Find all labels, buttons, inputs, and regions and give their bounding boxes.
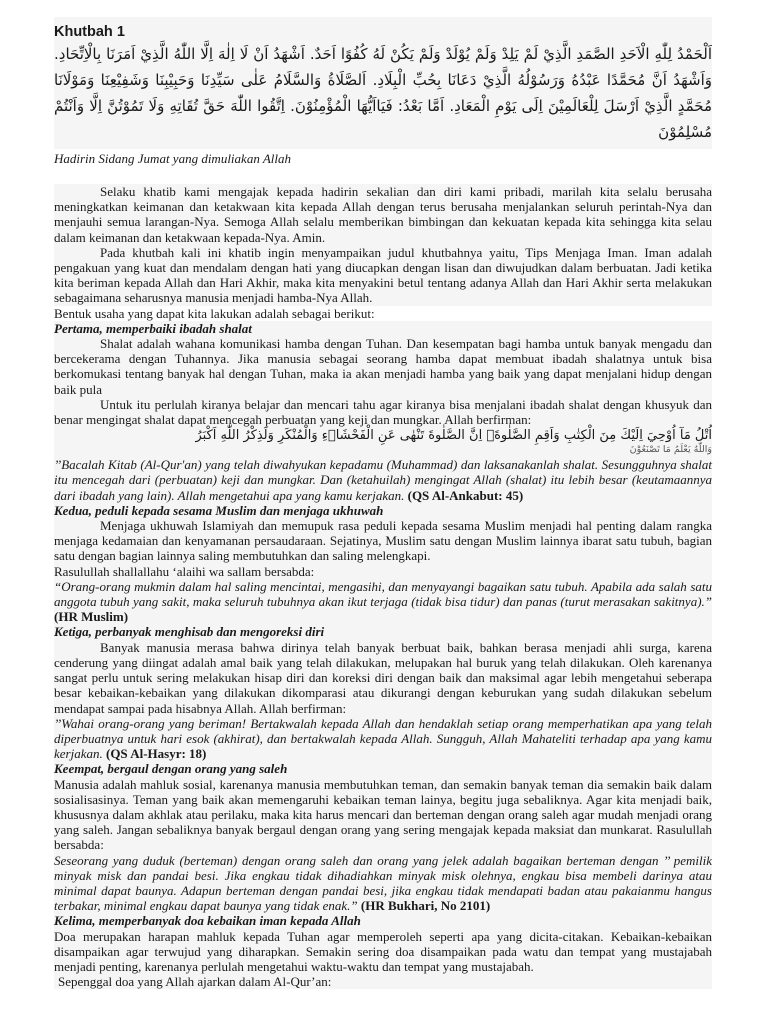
section-3-paragraph-1: Banyak manusia merasa bahwa dirinya telah banyak berbuat baik, bahkan berasa menjadi ahli surga, karena cenderung yang diingat adalah amal baik yang telah dilakukan, melupakan hal buruk yang telah dilakukan. Oleh karenanya sangat perlu untuk sering melakukan hisap diri dan koreksi diri dengan baik dan maksimal agar lebih mengetahui seberapa besar kebaikan-kebaikan yang dilakukan dikomparasi atau dikurangi dengan keburukan yang sudah dilakukan sebelum mendapat sampai pada hisabnya Allah. Allah berfirman: xyxy=(54,639,712,716)
section-2-heading: Kedua, peduli kepada sesama Muslim dan menjaga ukhuwah xyxy=(54,502,384,518)
section-4-heading: Keempat, bergaul dengan orang yang saleh xyxy=(54,761,288,777)
section-1-translation: ’’Bacalah Kitab (Al-Qur'an) yang telah diwahyukan kepadamu (Muhammad) dan laksanakanlah shalat. Sesungguhnya shalat itu mencegah dari (perbuatan) keji dan mungkar. Dan (ketahuilah) mengingat Allah (shalat) itu lebih besar (keutamaannya dari ibadah yang lain). Allah mengetahui apa yang kamu kerjakan. xyxy=(54,457,712,503)
section-1 xyxy=(54,321,712,503)
section-3-reference: (QS Al-Hasyr: 18) xyxy=(105,746,207,762)
section-4-hadith-line xyxy=(54,853,712,914)
section-1-ayah: اُتْلُ مَآ اُوْحِيَ اِلَيْكَ مِنَ الْكِتٰبِ وَاَقِمِ الصَّلٰوةَۗ اِنَّ الصَّلٰوةَ تَنْهٰى عَنِ الْفَحْشَاۤءِ وَالْمُنْكَرِ وَلَذِكْرُ اللّٰهِ اَكْبَرُ xyxy=(195,428,712,444)
section-2-paragraph-1: Menjaga ukhuwah Islamiyah dan memupuk rasa peduli kepada sesama Muslim menjadi hal penting dalam rangka menjaga kedamaian dan kenyamanan persaudaraan. Sejatinya, Muslim satu dengan Muslim lainnya ibarat satu tubuh, bagian satu dengan bagian lainnya saling membutuhkan dan saling melengkapi. xyxy=(54,518,712,564)
section-3-translation-line xyxy=(54,716,712,762)
section-5-heading: Kelima, memperbanyak doa kebaikan iman kepada Allah xyxy=(54,913,361,929)
intro-block xyxy=(54,184,712,306)
section-1-paragraph-1: Shalat adalah wahana komunikasi hamba dengan Tuhan. Dan kesempatan bagi hamba untuk banyak mengadu dan bercekerama dengan Tuhannya. Jika manusia sebagai seorang hamba dapat membuat ibadah shalatnya untuk bisa berkomukasi tentang banyak hal dengan Tuhan, maka ia akan menjadi hamba yang baik yang dapat menjalani hidup dengan baik pula xyxy=(54,336,712,397)
section-2-hadith: “Orang-orang mukmin dalam hal saling mencintai, mengasihi, dan menyayangi bagaikan satu tubuh. Apabila ada salah satu anggota tubuh yang sakit, maka seluruh tubuhnya akan ikut terjaga (tidak bisa tidur) dan panas (turut merasakan sakitnya).” xyxy=(54,578,712,610)
section-2-reference: (HR Muslim) xyxy=(54,609,129,625)
section-1-heading: Pertama, memperbaiki ibadah shalat xyxy=(54,320,252,336)
section-3-heading: Ketiga, perbanyak menghisab dan mengoreksi diri xyxy=(54,624,325,640)
section-2-rasul-line: Rasulullah shallallahu ‘alaihi wa sallam bersabda: xyxy=(54,563,315,579)
greeting: Hadirin Sidang Jumat yang dimuliakan Allah xyxy=(54,151,291,166)
section-4-reference: (HR Bukhari, No 2101) xyxy=(360,898,491,914)
section-5-paragraph-1: Doa merupakan harapan mahluk kepada Tuhan agar memperoleh seperti apa yang dicita-citakan. Kebaikan-kebaikan disampaikan agar terwujud yang diharapkan. Semakin sering doa disampaikan pada watu dan tempat yang mustajabah menjadi penting, karenanya perlulah mengetahui waktu-waktu dan tempat yang mustajabah. xyxy=(54,928,712,974)
section-4-paragraph-1: Manusia adalah mahluk sosial, karenanya manusia membutuhkan teman, dan semakin banyak teman dia semakin baik dalam sosialisasinya. Teman yang baik akan memengaruhi kebaikan teman lainya, begitu juga sebaliknya. Agar kita menjadi baik, khususnya dalam akhlak atau perilaku, maka kita harus mencari dan berteman dengan orang saleh agar mudah menjadi orang yang saleh. Jangan sebaliknya banyak bergaul dengan orang yang sering mengajak kepada maksiat dan munkarat. Rasulullah bersabda: xyxy=(54,776,712,853)
section-4 xyxy=(54,761,712,913)
khutbah-page xyxy=(54,17,712,989)
section-3 xyxy=(54,624,712,761)
section-2-hadith-line xyxy=(54,579,712,625)
bentuk-line: Bentuk usaha yang dapat kita lakukan adalah sebagai berikut: xyxy=(54,305,375,321)
section-4-hadith: Seseorang yang duduk (berteman) dengan orang saleh dan orang yang jelek adalah bagaikan berteman dengan ’’ pemilik minyak misk dan pandai besi. Jika engkau tidak dihadiahkan minyak misk olehnya, engkau bisa membeli darinya atau minimal dapat baunya. Adapun berteman dengan pandai besi, jika engkau tidak mendapati badan atau pakaianmu hangus terbakar, minimal engkau dapat baunya yang tidak enak.” xyxy=(54,852,712,914)
intro-paragraph-1: Selaku khatib kami mengajak kepada hadirin sekalian dan diri kami pribadi, marilah kita selalu berusaha meningkatkan keimanan dan ketakwaan kita kepada Allah dengan terus berusaha menjalankan seluruh perintah-Nya dan menjauhi semua larangan-Nya. Semoga Allah selalu memberikan bimbingan dan kekuatan kepada kita sehingga kita selau dalam keimanan dan ketakwaan kepada-Nya. Amin. xyxy=(54,184,712,245)
section-3-translation: ’’Wahai orang-orang yang beriman! Bertakwalah kepada Allah dan hendaklah setiap orang memperhatikan apa yang telah diperbuatnya untuk hari esok (akhirat), dan bertakwalah kepada Allah. Sungguh, Allah Mahateliti terhadap apa yang kamu kerjakan. xyxy=(54,715,712,762)
section-5-paragraph-2: Sepenggal doa yang Allah ajarkan dalam Al-Qur’an: xyxy=(58,974,332,990)
section-1-translation-line xyxy=(54,457,712,503)
page-title: Khutbah 1 xyxy=(54,24,125,40)
opening-arabic-text: اَلْحَمْدُ لِلّٰهِ الْاَحَدِ الصَّمَدِ الَّذِيْ لَمْ يَلِدْ وَلَمْ يُوْلَدْ وَلَمْ يَكُنْ لَهُ كُفُوًا اَحَدٌ. اَشْهَدُ اَنْ لَا اِلٰهَ اِلَّا اللّٰهُ الَّذِيْ اَمَرَنَا بِالْاِتِّحَادِ. وَاَشْهَدُ اَنَّ مُحَمَّدًا عَبْدُهُ وَرَسُوْلُهُ الَّذِيْ دَعَانَا بِحُبِّ الْبِلَادِ. اَلصَّلَاةُ وَالسَّلَامُ عَلٰى سَيِّدِنَا وَحَبِيْبِنَا وَشَفِيْعِنَا وَمَوْلَانَا مُحَمَّدٍ الَّذِيْ اَرْسَلَ لِلْعَالَمِيْنَ اِلَى يَوْمِ الْمَعَادِ. اَمَّا بَعْدُ: فَيَااَيُّهَا الْمُؤْمِنُوْنَ. اِتَّقُوا اللّٰهَ حَقَّ تُقَاتِهِ وَلَا تَمُوْتُنَّ اِلَّا وَاَنْتُمْ مُسْلِمُوْنَ xyxy=(54,45,712,141)
intro-paragraph-2: Pada khutbah kali ini khatib ingin menyampaikan judul khutbahnya yaitu, Tips Menjaga Iman. Iman adalah pengakuan yang kuat dan mendalam dengan hati yang diucapkan dengan lisan dan diwujudkan dalam berbuatan. Jadi ketika kita beriman kepada Allah dan Hari Akhir, maka kita menyakini betul tentang adanya Allah dan Hari Akhir serta melakukan sebagaimana seharusnya manusia menjadi hamba-Nya Allah. xyxy=(54,244,712,306)
section-2 xyxy=(54,503,712,625)
opening-arabic-wrap xyxy=(54,41,712,149)
section-1-paragraph-2: Untuk itu perlulah kiranya belajar dan mencari tahu agar kiranya bisa menjalani ibadah shalat dengan khusyuk dan benar mengingat shalat dapat mencegah perbuatan yang keji dan mungkar. Allah berfirman: xyxy=(54,396,712,428)
section-1-ayah-end: وَاللّٰهُ يَعْلَمُ مَا تَصْنَعُوْنَ xyxy=(629,444,712,456)
section-5 xyxy=(54,913,712,989)
opening-block xyxy=(54,17,712,149)
section-1-reference: (QS Al-Ankabut: 45) xyxy=(407,487,524,503)
